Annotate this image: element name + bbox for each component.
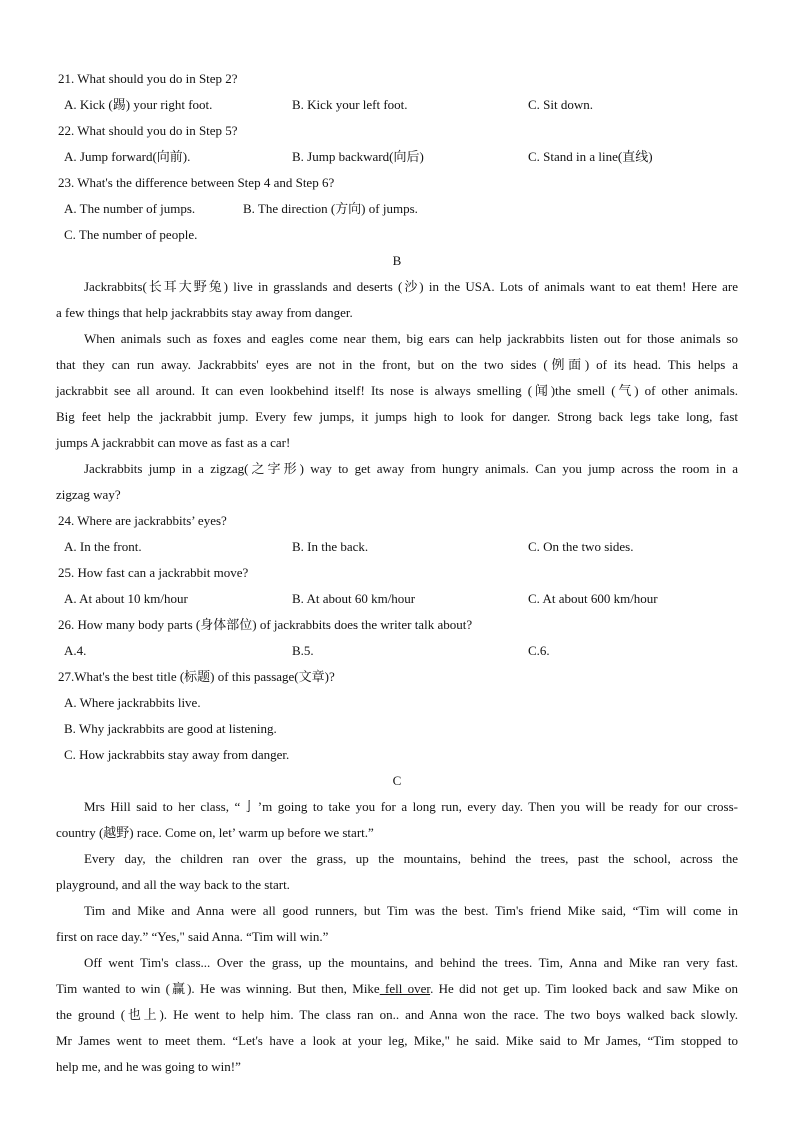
text-line (56, 976, 738, 1002)
option-b: B.5. (292, 643, 314, 658)
question-27: 27.What's the best title (标题) of this passage(文章)? (58, 669, 335, 684)
text-line: Mr James went to meet them. “Let's have a look at your leg, Mike," he said. Mike said to Mr James, “Tim stopped to (56, 1033, 738, 1048)
option-c: C. Sit down. (528, 97, 594, 112)
option-b: B. Kick your left foot. (292, 97, 408, 112)
text-line: playground, and all the way back to the start. (56, 877, 290, 892)
section-c-paragraph-3 (56, 898, 738, 950)
question-23-options-2 (56, 222, 738, 248)
option-a: A.4. (64, 643, 87, 658)
option-c: C.6. (528, 643, 550, 658)
text-line: When animals such as foxes and eagles come near them, big ears can help jackrabbits listen out for those animals so (84, 331, 738, 346)
question-22: 22. What should you do in Step 5? (58, 123, 238, 138)
text-line: Every day, the children ran over the grass, up the mountains, behind the trees, past the school, across the (84, 851, 738, 866)
text-line: Big feet help the jackrabbit jump. Every few jumps, it jumps high to look for danger. Strong back legs take long, fast (56, 409, 738, 424)
text-line: jumps A jackrabbit can move as fast as a car! (56, 435, 291, 450)
section-b-heading: B (392, 253, 402, 268)
question-26-options (56, 638, 738, 664)
text-line: jackrabbit see all around. It can even lookbehind itself! Its nose is always smelling (闻)the smell (气) of other animals. (56, 383, 738, 398)
text-segment: Tim wanted to win (赢). He was winning. But then, Mike (56, 981, 380, 996)
option-c: C. On the two sides. (528, 539, 634, 554)
option-c: C. How jackrabbits stay away from danger. (64, 747, 290, 762)
option-a: A. The number of jumps. (64, 201, 196, 216)
question-25: 25. How fast can a jackrabbit move? (58, 565, 249, 580)
question-23-options (56, 196, 738, 222)
option-a: A. Jump forward(向前). (64, 149, 191, 164)
text-line: Off went Tim's class... Over the grass, up the mountains, and behind the trees. Tim, Anna and Mike ran very fast. (84, 955, 738, 970)
question-22-options (56, 144, 738, 170)
option-c: C. At about 600 km/hour (528, 591, 658, 606)
question-25-options (56, 586, 738, 612)
question-24-options (56, 534, 738, 560)
text-line: the ground (也上). He went to help him. The class ran on.. and Anna won the race. The two boys walked back slowly. (56, 1007, 739, 1022)
text-line: country (越野) race. Come on, let’ warm up before we start.” (56, 825, 374, 840)
question-27-option-a-row (56, 690, 738, 716)
text-line: Tim and Mike and Anna were all good runners, but Tim was the best. Tim's friend Mike said, “Tim will come in (84, 903, 738, 918)
text-line: zigzag way? (56, 487, 121, 502)
section-b-paragraph-3 (56, 456, 738, 508)
text-line: Jackrabbits jump in a zigzag(之字形) way to get away from hungry animals. Can you jump across the room in a (84, 461, 738, 476)
option-c: C. Stand in a line(直线) (528, 149, 653, 164)
section-c-paragraph-1 (56, 794, 738, 846)
text-line: Jackrabbits(长耳大野兔) live in grasslands and deserts (沙) in the USA. Lots of animals want to eat them! Here are (84, 279, 738, 294)
section-c-paragraph-4 (56, 950, 738, 1080)
text-line: Mrs Hill said to her class, “亅’m going to take you for a long run, every day. Then you will be ready for our cross- (84, 799, 738, 814)
question-26: 26. How many body parts (身体部位) of jackrabbits does the writer talk about? (58, 617, 473, 632)
section-c-paragraph-2 (56, 846, 738, 898)
document-page (56, 66, 738, 1080)
underlined-phrase: fell over (379, 981, 431, 996)
section-b-paragraph-1 (56, 274, 738, 326)
option-b: B. At about 60 km/hour (292, 591, 416, 606)
question-27-option-c-row (56, 742, 738, 768)
option-c: C. The number of people. (64, 227, 198, 242)
option-a: A. At about 10 km/hour (64, 591, 188, 606)
section-b-paragraph-2 (56, 326, 738, 456)
text-line: that they can run away. Jackrabbits' eyes are not in the front, but on the two sides (例面) of its head. This helps a (56, 357, 738, 372)
option-b: B. Jump backward(向后) (292, 149, 424, 164)
text-line: a few things that help jackrabbits stay away from danger. (56, 305, 353, 320)
option-b: B. In the back. (292, 539, 369, 554)
text-line: help me, and he was going to win!” (56, 1059, 241, 1074)
section-c-heading: C (392, 773, 402, 788)
question-27-option-b-row (56, 716, 738, 742)
text-segment: . He did not get up. Tim looked back and saw Mike on (430, 981, 738, 996)
question-24: 24. Where are jackrabbits’ eyes? (58, 513, 227, 528)
option-b: B. Why jackrabbits are good at listening. (64, 721, 277, 736)
option-a: A. In the front. (64, 539, 142, 554)
question-23: 23. What's the difference between Step 4 and Step 6? (58, 175, 335, 190)
option-a: A. Kick (踢) your right foot. (64, 97, 213, 112)
option-a: A. Where jackrabbits live. (64, 695, 201, 710)
option-b: B. The direction (方向) of jumps. (243, 201, 418, 216)
text-line: first on race day.” “Yes," said Anna. “Tim will win.” (56, 929, 329, 944)
question-21-options (56, 92, 738, 118)
question-21: 21. What should you do in Step 2? (58, 71, 238, 86)
